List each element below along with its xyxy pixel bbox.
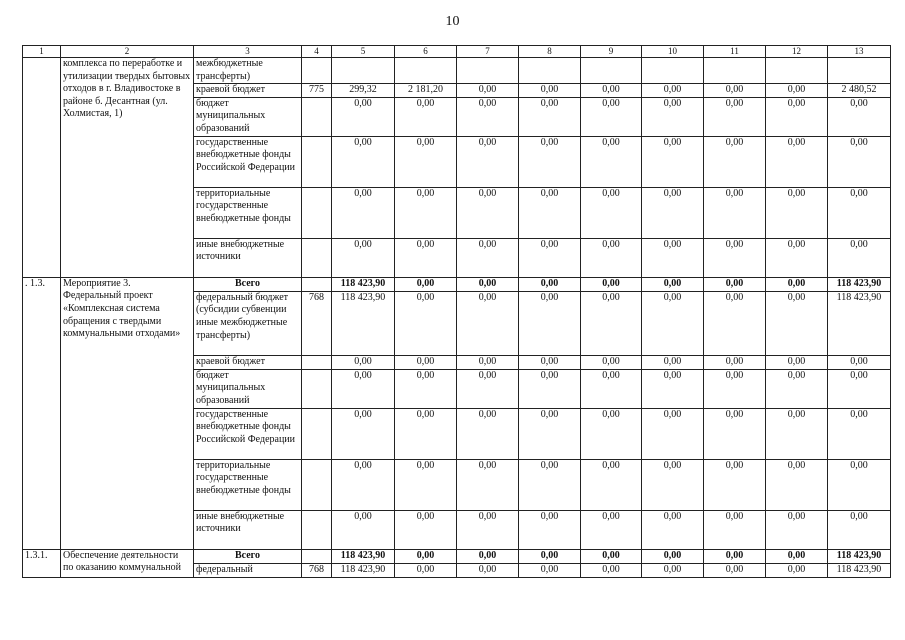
- amount-cell: 0,00: [828, 408, 891, 459]
- amount-cell: 0,00: [828, 238, 891, 277]
- amount-cell: 0,00: [828, 136, 891, 187]
- amount-cell: 0,00: [704, 563, 766, 577]
- amount-cell: 0,00: [642, 136, 704, 187]
- budget-code: [302, 355, 332, 369]
- amount-cell: 118 423,90: [332, 291, 395, 355]
- amount-cell: 0,00: [766, 136, 828, 187]
- column-header: 12: [766, 46, 828, 58]
- funding-source: бюджет муниципальных образований: [194, 97, 302, 136]
- funding-source: межбюджетные трансферты): [194, 58, 302, 84]
- table-row: [23, 277, 891, 291]
- funding-source: федеральный бюджет (субсидии субвенции иные межбюджетные трансферты): [194, 291, 302, 355]
- amount-cell: 0,00: [457, 291, 519, 355]
- funding-source: краевой бюджет: [194, 84, 302, 98]
- amount-cell: 0,00: [519, 563, 581, 577]
- amount-cell: [828, 58, 891, 84]
- amount-cell: 0,00: [704, 238, 766, 277]
- amount-cell: 0,00: [828, 187, 891, 238]
- amount-cell: 0,00: [704, 408, 766, 459]
- budget-code: 768: [302, 563, 332, 577]
- budget-code: 768: [302, 291, 332, 355]
- amount-cell: 0,00: [457, 187, 519, 238]
- amount-cell: 0,00: [704, 355, 766, 369]
- amount-cell: 0,00: [581, 459, 642, 510]
- amount-cell: 118 423,90: [828, 563, 891, 577]
- amount-cell: 0,00: [519, 97, 581, 136]
- amount-cell: 0,00: [766, 84, 828, 98]
- amount-cell: 0,00: [581, 238, 642, 277]
- amount-cell: 0,00: [395, 291, 457, 355]
- amount-cell: 0,00: [581, 136, 642, 187]
- funding-source: Всего: [194, 549, 302, 563]
- budget-code: [302, 277, 332, 291]
- amount-cell: 0,00: [642, 238, 704, 277]
- amount-cell: 0,00: [519, 510, 581, 549]
- funding-source: иные внебюджетные источники: [194, 238, 302, 277]
- amount-cell: 118 423,90: [332, 563, 395, 577]
- amount-cell: 0,00: [766, 510, 828, 549]
- amount-cell: 0,00: [457, 563, 519, 577]
- block-measure-3: [23, 277, 891, 549]
- amount-cell: 0,00: [519, 238, 581, 277]
- amount-cell: [581, 58, 642, 84]
- amount-cell: 0,00: [642, 277, 704, 291]
- column-header: 5: [332, 46, 395, 58]
- amount-cell: 0,00: [704, 510, 766, 549]
- amount-cell: 0,00: [704, 277, 766, 291]
- amount-cell: 0,00: [519, 291, 581, 355]
- funding-source: краевой бюджет: [194, 355, 302, 369]
- budget-code: [302, 187, 332, 238]
- table-row: [23, 58, 891, 84]
- amount-cell: 0,00: [581, 355, 642, 369]
- item-name: Обеспечение деятельности по оказанию коммунальной: [61, 549, 194, 577]
- amount-cell: 118 423,90: [332, 549, 395, 563]
- funding-source: Всего: [194, 277, 302, 291]
- amount-cell: 0,00: [828, 459, 891, 510]
- column-header: 2: [61, 46, 194, 58]
- amount-cell: 0,00: [581, 277, 642, 291]
- column-header: 10: [642, 46, 704, 58]
- block-waste-complex: [23, 58, 891, 278]
- page-number: 10: [445, 14, 460, 29]
- amount-cell: 0,00: [332, 459, 395, 510]
- amount-cell: 0,00: [766, 408, 828, 459]
- amount-cell: 0,00: [332, 97, 395, 136]
- amount-cell: 0,00: [766, 238, 828, 277]
- amount-cell: 0,00: [704, 549, 766, 563]
- column-header-row: [23, 46, 891, 58]
- amount-cell: 0,00: [642, 563, 704, 577]
- amount-cell: 0,00: [457, 277, 519, 291]
- amount-cell: 0,00: [519, 84, 581, 98]
- amount-cell: 2 181,20: [395, 84, 457, 98]
- amount-cell: 0,00: [642, 355, 704, 369]
- amount-cell: 0,00: [395, 408, 457, 459]
- column-header: 6: [395, 46, 457, 58]
- amount-cell: 299,32: [332, 84, 395, 98]
- item-number: . 1.3.: [23, 277, 61, 549]
- amount-cell: 118 423,90: [828, 291, 891, 355]
- amount-cell: 0,00: [766, 355, 828, 369]
- amount-cell: 0,00: [519, 408, 581, 459]
- amount-cell: 0,00: [519, 277, 581, 291]
- column-header: 4: [302, 46, 332, 58]
- amount-cell: 0,00: [395, 238, 457, 277]
- budget-code: 775: [302, 84, 332, 98]
- amount-cell: 0,00: [766, 563, 828, 577]
- column-header: 11: [704, 46, 766, 58]
- column-header: 9: [581, 46, 642, 58]
- column-header: 8: [519, 46, 581, 58]
- amount-cell: 0,00: [457, 97, 519, 136]
- item-number: 1.3.1.: [23, 549, 61, 577]
- amount-cell: 0,00: [332, 136, 395, 187]
- amount-cell: 0,00: [457, 369, 519, 408]
- amount-cell: 0,00: [704, 369, 766, 408]
- amount-cell: 118 423,90: [828, 549, 891, 563]
- amount-cell: 0,00: [642, 97, 704, 136]
- funding-source: федеральный: [194, 563, 302, 577]
- amount-cell: 0,00: [766, 187, 828, 238]
- amount-cell: 0,00: [766, 549, 828, 563]
- amount-cell: 0,00: [519, 549, 581, 563]
- amount-cell: 0,00: [457, 459, 519, 510]
- funding-source: бюджет муниципальных образований: [194, 369, 302, 408]
- amount-cell: [332, 58, 395, 84]
- budget-code: [302, 97, 332, 136]
- amount-cell: 0,00: [581, 408, 642, 459]
- amount-cell: 0,00: [581, 510, 642, 549]
- amount-cell: [519, 58, 581, 84]
- funding-source: территориальные государственные внебюджетные фонды: [194, 187, 302, 238]
- amount-cell: 0,00: [457, 84, 519, 98]
- amount-cell: 0,00: [642, 291, 704, 355]
- amount-cell: 0,00: [395, 563, 457, 577]
- amount-cell: 0,00: [581, 563, 642, 577]
- item-name: комплекса по переработке и утилизации твердых бытовых отходов в г. Владивостоке в районе б. Десантная (ул. Холмистая, 1): [61, 58, 194, 278]
- amount-cell: 0,00: [642, 369, 704, 408]
- column-header: 1: [23, 46, 61, 58]
- amount-cell: [642, 58, 704, 84]
- amount-cell: 0,00: [457, 408, 519, 459]
- budget-code: [302, 238, 332, 277]
- amount-cell: 0,00: [519, 459, 581, 510]
- item-number: [23, 58, 61, 278]
- budget-code: [302, 58, 332, 84]
- budget-code: [302, 549, 332, 563]
- amount-cell: [704, 58, 766, 84]
- amount-cell: 0,00: [395, 510, 457, 549]
- amount-cell: 0,00: [457, 549, 519, 563]
- amount-cell: 0,00: [766, 97, 828, 136]
- amount-cell: 0,00: [766, 369, 828, 408]
- amount-cell: 0,00: [332, 369, 395, 408]
- amount-cell: 0,00: [519, 187, 581, 238]
- funding-source: территориальные государственные внебюджетные фонды: [194, 459, 302, 510]
- amount-cell: 0,00: [395, 97, 457, 136]
- amount-cell: 0,00: [395, 355, 457, 369]
- amount-cell: 0,00: [581, 84, 642, 98]
- amount-cell: 0,00: [828, 355, 891, 369]
- amount-cell: 0,00: [332, 238, 395, 277]
- amount-cell: [766, 58, 828, 84]
- amount-cell: 0,00: [766, 291, 828, 355]
- amount-cell: 0,00: [828, 510, 891, 549]
- amount-cell: 0,00: [519, 369, 581, 408]
- amount-cell: 0,00: [642, 408, 704, 459]
- amount-cell: 0,00: [828, 97, 891, 136]
- amount-cell: 0,00: [828, 369, 891, 408]
- amount-cell: 0,00: [642, 459, 704, 510]
- amount-cell: 0,00: [457, 238, 519, 277]
- amount-cell: 0,00: [395, 187, 457, 238]
- amount-cell: 2 480,52: [828, 84, 891, 98]
- funding-source: иные внебюджетные источники: [194, 510, 302, 549]
- amount-cell: 0,00: [395, 277, 457, 291]
- funding-source: государственные внебюджетные фонды Российской Федерации: [194, 408, 302, 459]
- amount-cell: [457, 58, 519, 84]
- column-header: 7: [457, 46, 519, 58]
- amount-cell: 0,00: [332, 510, 395, 549]
- amount-cell: 0,00: [704, 291, 766, 355]
- amount-cell: 0,00: [704, 136, 766, 187]
- budget-code: [302, 136, 332, 187]
- amount-cell: 0,00: [642, 510, 704, 549]
- amount-cell: 0,00: [332, 355, 395, 369]
- amount-cell: 0,00: [395, 549, 457, 563]
- funding-source: государственные внебюджетные фонды Российской Федерации: [194, 136, 302, 187]
- column-header: 3: [194, 46, 302, 58]
- amount-cell: 0,00: [395, 369, 457, 408]
- amount-cell: 0,00: [704, 187, 766, 238]
- budget-table: [22, 45, 891, 578]
- budget-code: [302, 408, 332, 459]
- amount-cell: 0,00: [642, 187, 704, 238]
- amount-cell: 0,00: [457, 510, 519, 549]
- amount-cell: 0,00: [395, 459, 457, 510]
- budget-code: [302, 459, 332, 510]
- amount-cell: 0,00: [332, 187, 395, 238]
- amount-cell: 0,00: [581, 369, 642, 408]
- amount-cell: 0,00: [642, 549, 704, 563]
- amount-cell: 0,00: [704, 84, 766, 98]
- amount-cell: 118 423,90: [828, 277, 891, 291]
- amount-cell: 0,00: [332, 408, 395, 459]
- amount-cell: 0,00: [581, 187, 642, 238]
- amount-cell: 0,00: [395, 136, 457, 187]
- budget-code: [302, 510, 332, 549]
- item-name: Мероприятие 3. Федеральный проект «Комплексная система обращения с твердыми коммунальными отходами»: [61, 277, 194, 549]
- amount-cell: 0,00: [581, 97, 642, 136]
- amount-cell: 0,00: [519, 355, 581, 369]
- amount-cell: [395, 58, 457, 84]
- amount-cell: 0,00: [581, 291, 642, 355]
- amount-cell: 0,00: [766, 277, 828, 291]
- amount-cell: 118 423,90: [332, 277, 395, 291]
- table-row: [23, 549, 891, 563]
- amount-cell: 0,00: [704, 459, 766, 510]
- block-measure-3-1: [23, 549, 891, 577]
- amount-cell: 0,00: [457, 136, 519, 187]
- amount-cell: 0,00: [519, 136, 581, 187]
- column-header: 13: [828, 46, 891, 58]
- amount-cell: 0,00: [704, 97, 766, 136]
- amount-cell: 0,00: [457, 355, 519, 369]
- amount-cell: 0,00: [642, 84, 704, 98]
- amount-cell: 0,00: [766, 459, 828, 510]
- budget-code: [302, 369, 332, 408]
- amount-cell: 0,00: [581, 549, 642, 563]
